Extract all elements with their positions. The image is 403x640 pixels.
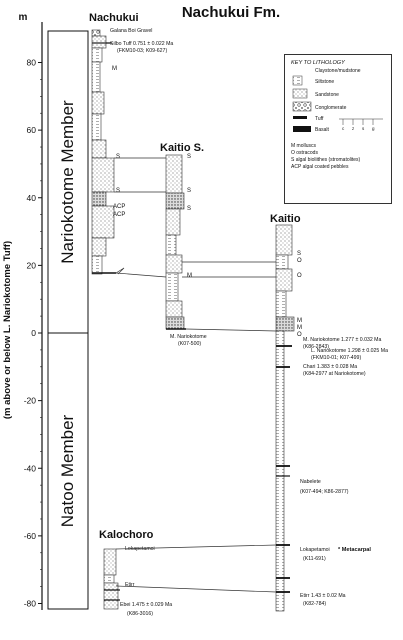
chari-label: Chari 1.383 ± 0.028 Ma bbox=[303, 364, 358, 370]
kaitio-s-column bbox=[166, 155, 186, 329]
kaitio-s-s1-label: S bbox=[187, 154, 192, 160]
member-nariokotome: Nariokotome Member bbox=[58, 100, 77, 264]
kaitio-o2-label: O bbox=[297, 273, 302, 279]
kaitio-s-label: S bbox=[297, 251, 302, 257]
chari-sample: (K84-2977 at Nariokotome) bbox=[303, 371, 366, 377]
member-column bbox=[48, 31, 88, 609]
column-kaitio-s-title: Kaitio S. bbox=[160, 142, 205, 154]
grain-g: g bbox=[372, 126, 375, 131]
key-basalt: Basalt bbox=[315, 127, 329, 133]
kaitio-s-s2-label: S bbox=[187, 188, 192, 194]
axis-tick-label: 20 bbox=[26, 260, 36, 271]
grain-z: z bbox=[352, 126, 355, 131]
key-acp: ACP algal coated pebbles bbox=[291, 164, 349, 170]
kaitio-m1-label: M bbox=[297, 318, 302, 324]
axis-tick-label: 80 bbox=[26, 57, 36, 68]
axis-tick-label: -80 bbox=[23, 598, 36, 609]
column-nachukui-title: Nachukui bbox=[89, 12, 139, 24]
key-graphic bbox=[285, 55, 393, 205]
grain-scale bbox=[339, 119, 383, 131]
nachukui-s2-label: S bbox=[116, 188, 121, 194]
axis-label: (m above or below L. Nariokotome Tuff) bbox=[2, 240, 13, 420]
key-molluscs: M molluscs bbox=[291, 143, 317, 149]
ebei-label: Ebei 1.475 ± 0.029 Ma bbox=[120, 602, 173, 608]
kalochoro-column bbox=[104, 549, 120, 609]
galana-label: Galana Boi Gravel bbox=[110, 28, 153, 34]
axis-tick-label: -20 bbox=[23, 395, 36, 406]
axis-tick-label: 40 bbox=[26, 192, 36, 203]
key-tuff: Tuff bbox=[315, 116, 324, 122]
kaitio-s-nariokotome-sample: (K07-500) bbox=[178, 341, 202, 347]
nachukui-acp2-label: ACP bbox=[113, 212, 126, 218]
nabelete-label: Nabelete bbox=[300, 479, 321, 485]
silbo-label: Silbo Tuff 0.751 ± 0.022 Ma bbox=[110, 41, 174, 47]
lokapetamoi-label: Lokapetamoi bbox=[300, 547, 330, 553]
axis-tick-label: 60 bbox=[26, 125, 36, 136]
kalochoro-etirr-label: Etirr bbox=[125, 582, 135, 588]
kaitio-o1-label: O bbox=[297, 258, 302, 264]
l-nariokotome-sample: (FKM10-01; K07-499) bbox=[311, 355, 362, 361]
key-claystone: Claystone/mudstone bbox=[315, 68, 361, 74]
member-natoo: Natoo Member bbox=[58, 414, 77, 528]
axis-tick-label: -40 bbox=[23, 463, 36, 474]
key-siltstone: Siltstone bbox=[315, 79, 335, 85]
kaitio-s-s3-label: S bbox=[187, 206, 192, 212]
key-ostracods: O ostracods bbox=[291, 150, 318, 156]
y-axis bbox=[2, 12, 42, 610]
axis-tick-label: -60 bbox=[23, 530, 36, 541]
m-nariokotome-label: M. Nariokotome 1.277 ± 0.032 Ma bbox=[303, 337, 382, 343]
silbo-sample-label: (FKM10-03; K09-627) bbox=[117, 48, 168, 54]
lithology-key bbox=[284, 54, 392, 204]
nachukui-s1-label: S bbox=[116, 154, 121, 160]
l-nariokotome-label: L. Nariokotome 1.298 ± 0.025 Ma bbox=[311, 348, 388, 354]
kalochoro-lokapetamoi-label: Lokapetamoi bbox=[125, 546, 155, 552]
kaitio-column bbox=[276, 225, 294, 611]
axis-unit: m bbox=[18, 12, 28, 23]
grain-c: c bbox=[342, 126, 345, 131]
nabelete-sample: (K07-494; K86-2877) bbox=[300, 489, 349, 495]
column-kalochoro-title: Kalochoro bbox=[99, 529, 154, 541]
key-sandstone: Sandstone bbox=[315, 92, 339, 98]
kaitio-m2-label: M bbox=[297, 325, 302, 331]
ebei-sample: (K86-3016) bbox=[127, 611, 153, 617]
etirr-label: Etirr 1.43 ± 0.02 Ma bbox=[300, 593, 346, 599]
kaitio-o3-label: O bbox=[297, 332, 302, 338]
nachukui-m-label: M bbox=[112, 66, 117, 72]
lokapetamoi-sample: (K11-691) bbox=[303, 556, 326, 562]
kaitio-s-nariokotome-label: M. Nariokotome bbox=[170, 334, 207, 340]
grain-s: s bbox=[362, 126, 365, 131]
key-title: KEY TO LITHOLOGY bbox=[291, 60, 345, 66]
diagram-title: Nachukui Fm. bbox=[181, 4, 281, 21]
etirr-sample: (K82-784) bbox=[303, 601, 327, 607]
key-conglomerate: Conglomerate bbox=[315, 105, 347, 111]
kaitio-s-m-label: M bbox=[187, 273, 192, 279]
axis-tick-label: 0 bbox=[31, 328, 36, 338]
column-kaitio-title: Kaitio bbox=[270, 213, 301, 225]
m-nariokotome-sample: (K86-2843) bbox=[303, 344, 329, 350]
nachukui-acp1-label: ACP bbox=[113, 204, 126, 210]
key-stromatolites: S algal bioliithes (stromatolites) bbox=[291, 157, 361, 163]
metacarpal-label: * Metacarpal bbox=[338, 547, 371, 553]
